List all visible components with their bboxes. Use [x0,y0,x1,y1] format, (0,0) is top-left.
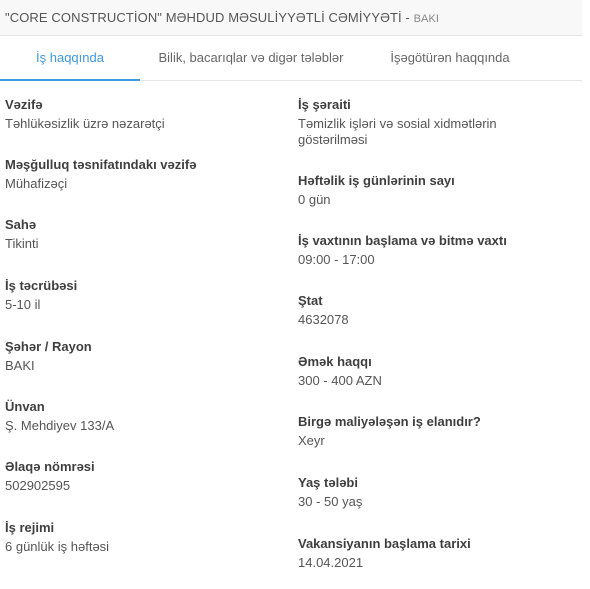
tab-about-job[interactable]: İş haqqında [36,50,104,65]
field-value: 5-10 il [5,297,41,312]
company-city: BAKI [413,13,440,25]
field-value: 0 gün [298,192,331,207]
field-address [5,399,290,434]
field-label: Əlaqə nömrəsi [5,459,95,474]
field-label: İş şəraiti [298,97,351,112]
field-label: Həftəlik iş günlərinin sayı [298,173,455,188]
field-work-hours [298,233,583,268]
field-value: 30 - 50 yaş [298,494,363,509]
company-header [0,0,582,36]
field-label: Şəhər / Rayon [5,339,92,354]
field-value: 4632078 [298,312,349,327]
field-contact-number [5,459,290,494]
field-label: Ştat [298,293,323,308]
tab-bar [0,37,582,81]
field-value: 502902595 [5,478,71,493]
field-vacancy-start-date [298,536,583,571]
field-cofinanced [298,414,583,449]
field-value: 300 - 400 AZN [298,373,382,388]
field-position [5,97,290,132]
field-label: Vakansiyanın başlama tarixi [298,536,471,551]
tab-about-employer[interactable]: İşəgötürən haqqında [390,50,510,65]
field-label: İş rejimi [5,520,55,535]
field-value: Mühafizəçi [5,176,68,191]
field-salary [298,354,583,389]
field-value: Xeyr [298,433,325,448]
field-label: Ünvan [5,399,45,414]
field-work-mode [5,520,290,555]
field-weekly-workdays [298,173,583,208]
company-name: "CORE CONSTRUCTİON" MƏHDUD MƏSULİYYƏTLİ CƏMİYYƏTİ - [5,10,414,25]
active-tab-indicator [0,79,140,81]
field-sector [5,217,290,252]
field-age-requirement [298,475,583,510]
field-label: Məşğulluq təsnifatındakı vəzifə [5,157,197,172]
field-experience [5,278,290,313]
field-work-conditions [298,97,548,148]
field-value: BAKI [5,358,35,373]
field-label: Sahə [5,217,37,232]
field-value: 6 günlük iş həftəsi [5,539,110,554]
field-label: İş vaxtının başlama və bitmə vaxtı [298,233,507,248]
field-value: 09:00 - 17:00 [298,252,375,267]
field-city-district [5,339,290,374]
field-label: İş təcrübəsi [5,278,78,293]
field-value: Ş. Mehdiyev 133/A [5,418,115,433]
field-value: Təmizlik işləri və sosial xidmətlərin göstərilməsi [298,116,497,147]
field-label: Birgə maliyələşən iş elanıdır? [298,414,481,429]
field-label: Yaş tələbi [298,475,358,490]
tab-skills-requirements[interactable]: Bilik, bacarıqlar və digər tələblər [158,50,344,65]
field-value: 14.04.2021 [298,555,364,570]
field-label: Vəzifə [5,97,43,112]
field-label: Əmək haqqı [298,354,372,369]
field-value: Təhlükəsizlik üzrə nəzarətçi [5,116,165,131]
field-value: Tikinti [5,236,39,251]
field-staff-count [298,293,583,328]
field-classification-position [5,157,290,192]
